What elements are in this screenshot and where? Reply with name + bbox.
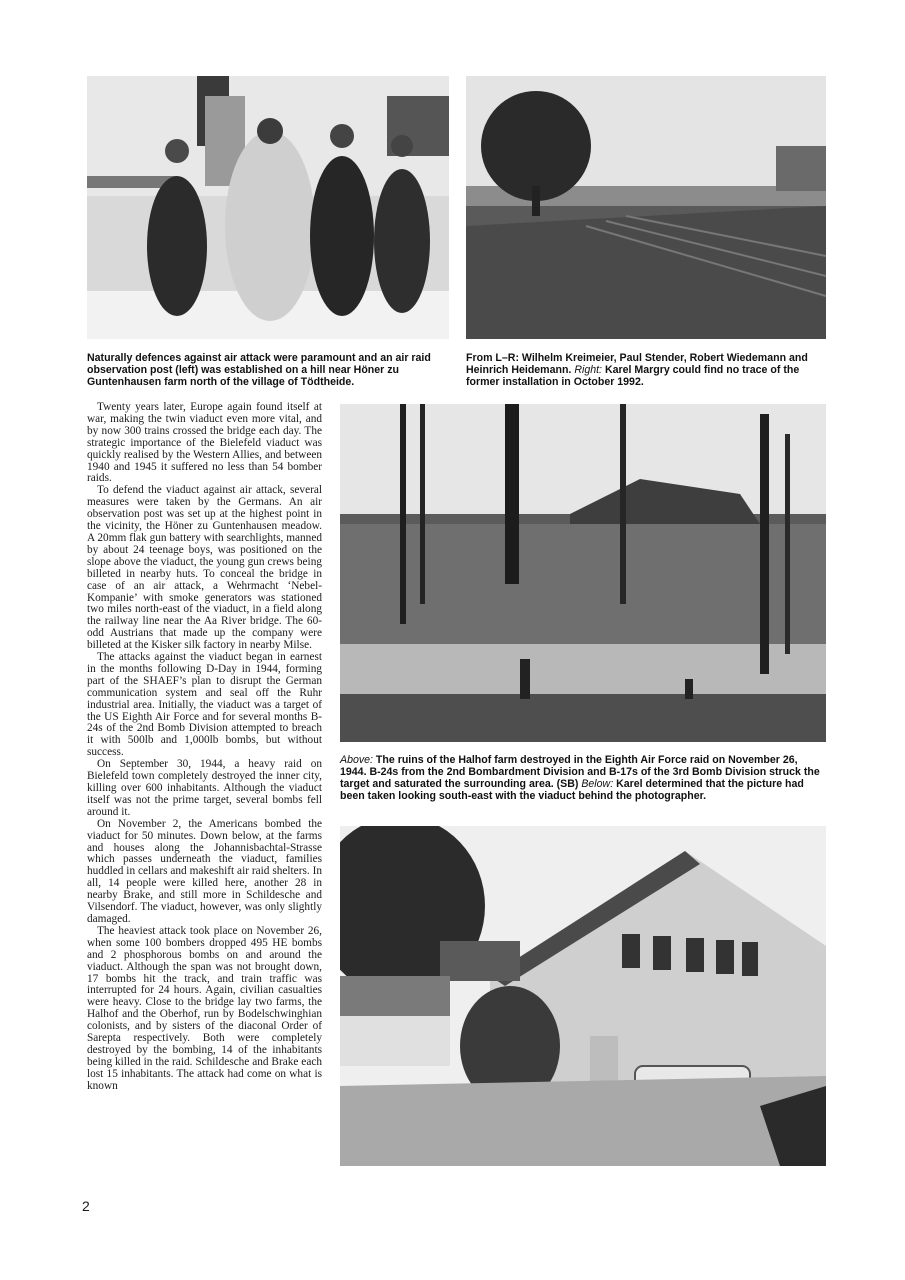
caption-label-above: Above: bbox=[340, 754, 373, 766]
photo-field-today-image bbox=[466, 76, 826, 339]
caption-label-below: Below: bbox=[581, 778, 614, 790]
photo-field-today bbox=[466, 76, 826, 339]
caption-top-right-text-b: Karel Margry could find no trace of the former installation in October 1992. bbox=[466, 364, 800, 388]
photo-observation-post bbox=[87, 76, 449, 339]
photo-observation-post-image bbox=[87, 76, 449, 339]
photo-farm-today bbox=[340, 826, 826, 1166]
caption-top-right-text-a: From L–R: Wilhelm Kreimeier, Paul Stender, Robert Wiedemann and Heinrich Heidemann. bbox=[466, 352, 808, 376]
article-body bbox=[87, 402, 322, 1093]
caption-top-right bbox=[466, 352, 826, 388]
caption-middle-text-b: Karel determined that the picture had been taken looking south-east with the viaduct behind the photographer. bbox=[340, 778, 804, 802]
article-paragraph: The attacks against the viaduct began in earnest in the months following D-Day in 1944, forming part of the SHAEF’s plan to disrupt the German communication system and seal off the Ruhr industrial area. Initially, the viaduct was a target of the US Eighth Air Force and for several months B-24s of the 2nd Bomb Division attempted to breach it with 500lb and 1,000lb bombs, but without success. bbox=[87, 651, 322, 759]
photo-farm-today-image bbox=[340, 826, 826, 1166]
caption-label-right: Right: bbox=[574, 364, 603, 376]
article-paragraph: The heaviest attack took place on November 26, when some 100 bombers dropped 495 HE bombs and 2 phosphorous bombs on and around the viaduct. Although the span was not brought down, 17 bombs hit the track, and train traffic was interrupted for 24 hours. Again, civilian casualties were heavy. Close to the bridge lay two farms, the Halhof and the Oberhof, run by Bodelschwinghian colonists, and by sisters of the diaconal Order of Sarepta respectively. Both were completely destroyed by the bombing, 14 of the inhabitants being killed in the raid. Schildesche and Brake each lost 15 inhabitants. The attack had come on what is known bbox=[87, 924, 322, 1092]
article-paragraph: On September 30, 1944, a heavy raid on Bielefeld town completely destroyed the inner city, killing over 600 inhabitants. Although the viaduct itself was not the prime target, several bombs fell around it. bbox=[87, 758, 322, 818]
photo-halhof-ruins-image bbox=[340, 404, 826, 742]
photo-halhof-ruins bbox=[340, 404, 826, 742]
caption-middle bbox=[340, 754, 826, 802]
article-paragraph: On November 2, the Americans bombed the viaduct for 50 minutes. Down below, at the farms and houses along the Johannisbachtal-Strasse which passes underneath the viaduct, families huddled in cellars and makeshift air raid shelters. In all, 14 people were killed here, another 28 in nearby Brake, and still more in Schildesche and Vilsendorf. The viaduct, however, was only slightly damaged. bbox=[87, 817, 322, 925]
article-paragraph: To defend the viaduct against air attack, several measures were taken by the Germans. An air observation post was set up at the highest point in the vicinity, the Höner zu Guntenhausen meadow. A 20mm flak gun battery with searchlights, manned by about 24 teenage boys, was positioned on the slope above the viaduct, the young gun crews being billeted in nearby huts. To conceal the bridge in case of an air attack, a Wehrmacht ‘Nebel-Kompanie’ with smoke generators was stationed two miles north-east of the viaduct, in a field along the railway line near the Aa River bridge. The 60-odd Austrians that made up the company were billeted at the Kisker silk factory in nearby Milse. bbox=[87, 484, 322, 652]
caption-middle-text-a: The ruins of the Halhof farm destroyed in the Eighth Air Force raid on November 26, 1944. B-24s from the 2nd Bombardment Division and B-17s of the 3rd Bomb Division struck the target and saturated the surrounding area. (SB) bbox=[340, 754, 820, 790]
page-number: 2 bbox=[82, 1198, 90, 1214]
article-paragraph: Twenty years later, Europe again found itself at war, making the twin viaduct even more vital, and by now 300 trains crossed the bridge each day. The strategic importance of the Bielefeld viaduct was quickly realised by the Western Allies, and between 1940 and 1945 it suffered no less than 54 bomber raids. bbox=[87, 401, 322, 485]
caption-top-left: Naturally defences against air attack were paramount and an air raid observation post (left) was established on a hill near Höner zu Guntenhausen farm north of the village of Tödtheide. bbox=[87, 352, 431, 388]
